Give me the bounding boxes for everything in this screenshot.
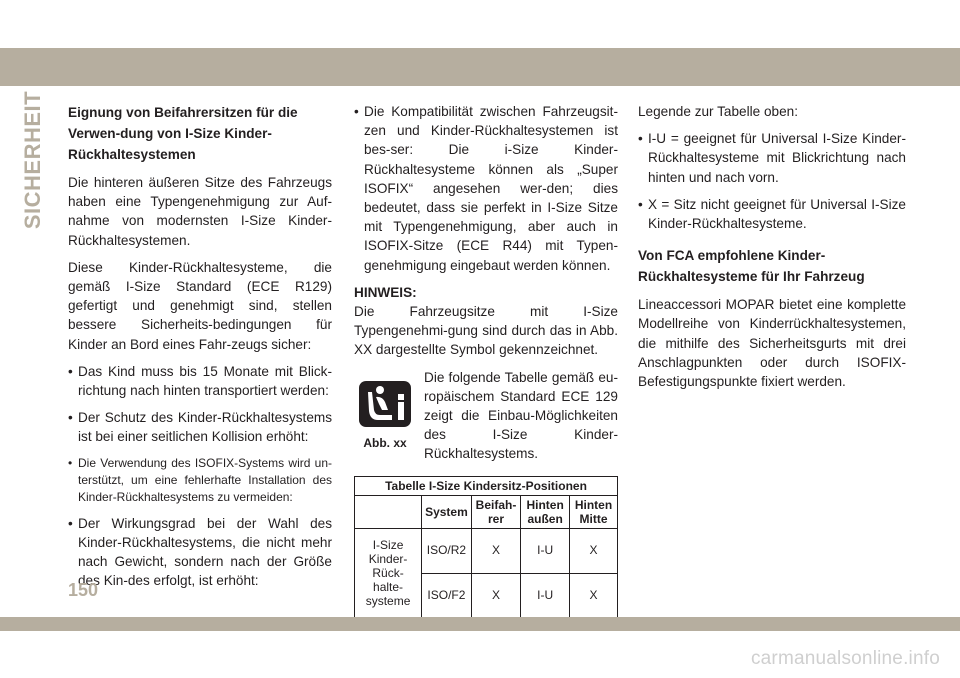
table-row-header: I-Size Kinder-Rück-halte-systeme xyxy=(355,528,422,618)
table-cell: I-U xyxy=(521,573,570,618)
watermark: carmanualsonline.info xyxy=(750,648,940,669)
table-header: Hinten außen xyxy=(521,495,570,528)
note-title: HINWEIS: xyxy=(354,284,417,300)
legend-title: Legende zur Tabelle oben: xyxy=(638,104,798,119)
figure-caption: Abb. xx xyxy=(363,435,407,450)
paragraph: Lineaccessori MOPAR bietet eine komplette Modellreihe von Kinderrückhaltesystemen, die mithilfe des Sicherheitsgurts mit drei Anschlagpunkten oder durch ISOFIX-Befestigungspunkte fixiert werden. xyxy=(638,297,906,390)
table-header: System xyxy=(422,495,472,528)
table-caption: Tabelle I-Size Kindersitz-Positionen xyxy=(355,476,618,495)
table-header xyxy=(355,495,422,528)
column-2 xyxy=(354,102,618,619)
bullet-item: • Die Verwendung des ISOFIX-Systems wird un-terstützt, um eine fehlerhafte Installation des Kinder-Rückhaltesystems zu vermeiden: xyxy=(68,455,332,506)
table-cell: X xyxy=(471,528,521,573)
bullet-item: • Der Wirkungsgrad bei der Wahl des Kinder-Rückhaltesystems, die nicht mehr nach Gewicht, sondern nach der Größe des Kin-des erfolgt, ist erhöht: xyxy=(68,514,332,591)
column-1 xyxy=(68,102,332,598)
header-band xyxy=(0,48,960,86)
table-cell: X xyxy=(471,573,521,618)
table-cell: X xyxy=(570,573,618,618)
table-cell: X xyxy=(570,528,618,573)
section-tab xyxy=(20,90,46,230)
table-cell: I-U xyxy=(521,528,570,573)
bullet-item: • X = Sitz nicht geeignet für Universal I-Size Kinder-Rückhaltesysteme. xyxy=(638,195,906,233)
table-header: Beifah-rer xyxy=(471,495,521,528)
bullet-item: • Das Kind muss bis 15 Monate mit Blick-richtung nach hinten transportiert werden: xyxy=(68,362,332,400)
positions-table xyxy=(354,476,618,619)
figure xyxy=(354,368,618,464)
table-row xyxy=(355,528,618,573)
table-cell: ISO/R2 xyxy=(422,528,472,573)
note-text: Die Fahrzeugsitze mit I-Size Typengenehmi-gung sind durch das in Abb. XX dargestellte Symbol gekennzeichnet. xyxy=(354,304,618,358)
figure-description: Die folgende Tabelle gemäß eu-ropäischem Standard ECE 129 zeigt die Einbau-Möglichkeiten des I-Size Kinder-Rückhaltesystems. xyxy=(424,369,618,462)
paragraph: Diese Kinder-Rückhaltesysteme, die gemäß I-Size Standard (ECE R129) gefertigt und genehmigt sind, stellen bessere Sicherheits-bedingungen für Kinder an Bord eines Fahr-zeugs sicher: xyxy=(68,259,332,352)
section-heading: Eignung von Beifahrersitzen für die Verwen-dung von I-Size Kinder-Rückhaltesystemen xyxy=(68,105,298,162)
footer-band xyxy=(0,617,960,631)
bullet-item: • Der Schutz des Kinder-Rückhaltesystems ist bei einer seitlichen Kollision erhöht: xyxy=(68,408,332,446)
table-cell: ISO/F2 xyxy=(422,573,472,618)
page-number: 150 xyxy=(68,580,99,600)
table-header-row xyxy=(355,495,618,528)
section-heading: Von FCA empfohlene Kinder-Rückhaltesysteme für Ihr Fahrzeug xyxy=(638,248,865,285)
isofix-child-seat-icon xyxy=(358,380,412,428)
figure-box xyxy=(354,368,416,464)
bullet-item: • I-U = geeignet für Universal I-Size Kinder-Rückhaltesysteme mit Blickrichtung nach hinten und nach vorn. xyxy=(638,129,906,187)
bullet-item: • Die Kompatibilität zwischen Fahrzeugsit-zen und Kinder-Rückhaltesystemen ist bes-ser: Die i-Size Kinder-Rückhaltesysteme können als „Super ISOFIX“ angesehen wer-den; dies bedeutet, dass sie perfekt in I-Size Sitze mit Typengenehmigung, aber auch in ISOFIX-Sitze (ECE R44) mit Typen-genehmigung eingebaut werden können. xyxy=(354,102,618,275)
paragraph: Die hinteren äußeren Sitze des Fahrzeugs haben eine Typengenehmigung zur Auf-nahme von modernsten I-Size Kinder-Rückhaltesystemen. xyxy=(68,175,332,248)
column-3 xyxy=(638,102,906,399)
section-tab-label: SICHERHEIT xyxy=(20,90,45,230)
table-header: Hinten Mitte xyxy=(570,495,618,528)
